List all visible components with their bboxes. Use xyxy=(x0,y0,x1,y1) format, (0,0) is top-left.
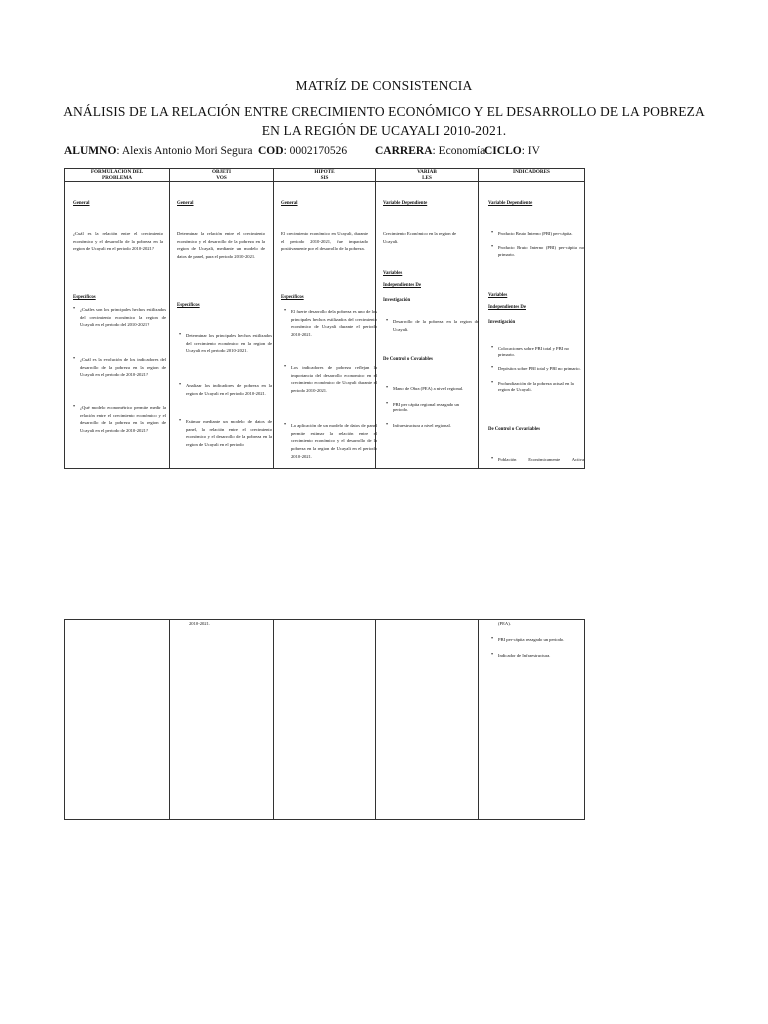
indicadores-independientes-label-2: Independientes De xyxy=(488,305,526,311)
indicadores-control-item: • Población Económicamente Activa xyxy=(498,456,584,464)
variables-control-label: De Control o Covaiables xyxy=(383,357,433,363)
indicadores-continuation-item: • Indicador de Infraestructura. xyxy=(498,652,588,660)
indicadores-continuation-item: • PBI per-cápita rezagado un periodo. xyxy=(498,636,588,644)
hipotesis-especificos-label: Específicos xyxy=(281,295,304,301)
variables-dependiente-label: Variable Dependiente xyxy=(383,201,428,207)
indicadores-independiente-item: • Depósitos sobre PBI total y PBI no primario. xyxy=(498,366,584,372)
indicadores-independiente-item: • Colocaciones sobre PBI total y PBI no primario. xyxy=(498,346,584,357)
objetivos-especificos-label: Específicos xyxy=(177,303,200,309)
variables-control-item: • Mano de Obra (PEA) a nivel regional. xyxy=(393,386,467,392)
cell-objetivos-cont xyxy=(170,620,274,820)
indicadores-dependiente-item: • Producto Bruto Interno (PBI) per-cápita no primario. xyxy=(498,244,584,259)
consistency-matrix-continuation xyxy=(64,619,585,820)
objetivos-item: • Determinar los principales hechos estilizados del crecimiento económico en la region de Ucayali en el periodo 2010-2021. xyxy=(186,332,272,355)
indicadores-control-label: De Control o Covariables xyxy=(488,427,541,433)
problema-item: • ¿Cuál es la evolución de los indicadores del desarrollo de la pobreza en la region de Ucayali en el periodo de 2010-2021? xyxy=(80,356,166,379)
hipotesis-item: • Los indicadores de pobreza reflejan la importancia del desarrollo economico en el crecimiento económico de Ucayali durante el periodo 2010-2021. xyxy=(291,364,377,394)
variables-independientes-label: Variables xyxy=(383,271,403,277)
header-variables: VARIAB LES xyxy=(376,169,479,182)
problema-item: • ¿Cuáles son los principales hechos estilizados del crecimiento económico la region de Ucayali en el periodo del 2010-2021? xyxy=(80,306,166,329)
cell-indicadores xyxy=(479,182,585,469)
cell-problema-cont xyxy=(65,620,170,820)
cell-variables xyxy=(376,182,479,469)
cell-problema xyxy=(65,182,170,469)
variables-independientes-label-2: Independientes De xyxy=(383,283,421,289)
objetivos-general-text: Determinar la relación entre el crecimiento económico y el desarrollo de la pobreza en la region de Ucayali, mediante un modelo de datos de panel, para el periodo 2010-2021. xyxy=(177,231,265,259)
header-problema: FORMULACION DEL PROBLEMA xyxy=(65,169,170,182)
indicadores-independientes-label: Variables xyxy=(488,293,508,299)
indicadores-dependiente-item: • Producto Bruto Interno (PBI) per-cápita. xyxy=(498,230,584,238)
student-name: ALUMNO: Alexis Antonio Mori Segura xyxy=(64,145,253,157)
indicadores-investigacion-label: Investigación xyxy=(488,320,516,326)
consistency-matrix-table xyxy=(64,168,585,469)
document-title: MATRÍZ DE CONSISTENCIA xyxy=(295,78,473,93)
hipotesis-general-text: El crecimiento económico en Ucayali, durante el periodo 2010-2021, fue impactado positivamente por el desarrollo de la pobreza. xyxy=(281,231,368,252)
cell-hipotesis xyxy=(274,182,376,469)
variables-dependiente-text: Crecimiento Económico en la region de Ucayali. xyxy=(383,231,457,244)
indicadores-continuation: (PEA). xyxy=(498,621,511,626)
hipotesis-item: • La aplicación de un modelo de datos de panel permite estimar la relación entre el crecimiento económico y el desarrollo de la pobreza en la region de Ucayali en el periodo 2010-2021. xyxy=(291,422,377,460)
objetivos-item: • Analizar los indicadores de pobreza en la region de Ucayali en el periodo 2010-2021. xyxy=(186,382,272,397)
problema-especificos-label: Específicos xyxy=(73,295,96,301)
cell-indicadores-cont xyxy=(479,620,585,820)
variables-control-item: • Infraestructura a nivel regional. xyxy=(393,423,467,429)
indicadores-independiente-item: • Profundización de la pobreza actual en la region de Ucayali. xyxy=(498,381,584,392)
header-objetivos: OBJETI VOS xyxy=(170,169,274,182)
header-indicadores: INDICADORES xyxy=(479,169,585,182)
cell-hipotesis-cont xyxy=(274,620,376,820)
problema-item: • ¿Qué modelo econométrico permite medir la relación entre el crecimiento económico y el desarrollo de la pobreza en la region de Ucayali en el periodo de 2010-2021? xyxy=(80,404,166,434)
hipotesis-item: • El fuerte desarrollo dela pobreza es uno de los principales hechos estilizados del crecimiento económico de Ucayali durante el periodo 2010-2021. xyxy=(291,308,377,338)
student-code: COD: 0002170526 xyxy=(258,145,348,157)
indicadores-dependiente-label: Variable Dependiente xyxy=(488,201,533,207)
document-subtitle: ANÁLISIS DE LA RELACIÓN ENTRE CRECIMIENTO ECONÓMICO Y EL DESARROLLO DE LA POBREZA EN LA REGIÓN DE UCAYALI 2010-2021. xyxy=(63,104,705,138)
variables-control-item: • PBI per cápita regional rezagado un periodo. xyxy=(393,402,467,413)
student-career: CARRERA: Economía xyxy=(375,145,486,157)
variables-independiente-item: • Desarrollo de la pobreza en la region de Ucayali. xyxy=(393,318,479,333)
objetivos-general-label: General xyxy=(177,201,194,207)
objetivos-continuation: 2010-2021. xyxy=(189,621,211,626)
problema-general-text: ¿Cuál es la relación entre el crecimiento económico y el desarrollo de la pobreza en la region de Ucayali en el periodo 2010-2021? xyxy=(73,231,163,252)
hipotesis-general-label: General xyxy=(281,201,298,207)
cell-variables-cont xyxy=(376,620,479,820)
problema-general-label: General xyxy=(73,201,90,207)
objetivos-item: • Estimar mediante un modelo de datos de panel, la relación entre el crecimiento económico y el desarrollo de la pobreza en la region de Ucayali en el periodo xyxy=(186,418,272,448)
header-hipotesis: HIPOTE SIS xyxy=(274,169,376,182)
variables-investigacion-label: Investigación xyxy=(383,298,411,304)
cell-objetivos xyxy=(170,182,274,469)
student-cycle: CICLO: IV xyxy=(484,145,540,157)
